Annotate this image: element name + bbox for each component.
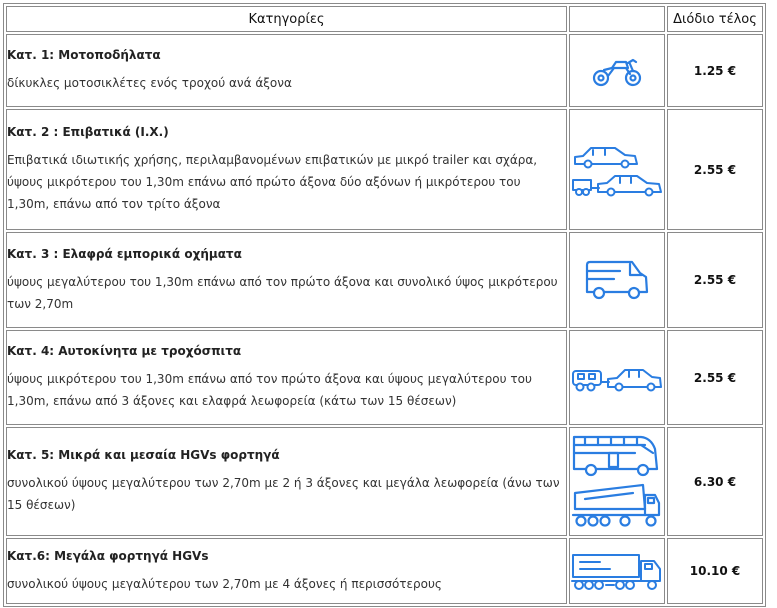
category-description: ύψους μικρότερου του 1,30m επάνω από τον πρώτο άξονα και ύψους μεγαλύτερου του 1,30m, επάνω από 3 άξονες και ελαφρά λεωφορεία (κάτω των 15 θέσεων) (7, 372, 532, 408)
table-row (6, 34, 763, 107)
vehicle-icon-cell (569, 538, 665, 604)
toll-price: 2.55 € (667, 109, 763, 230)
category-cell (6, 232, 567, 328)
header-row (6, 6, 763, 32)
vehicle-icon-cell (569, 427, 665, 536)
vehicle-icon-cell (569, 232, 665, 328)
toll-price: 1.25 € (667, 34, 763, 107)
van-icon (584, 259, 650, 301)
category-title: Κατ. 4: Αυτοκίνητα με τροχόσπιτα (7, 344, 242, 358)
category-cell (6, 538, 567, 604)
table-row (6, 538, 763, 604)
category-title: Κατ. 3 : Ελαφρά εμπορικά οχήματα (7, 246, 242, 261)
category-description: ύψους μεγαλύτερου του 1,30m επάνω από τον πρώτο άξονα και συνολικό ύψος μικρότερου των 2,70m (7, 274, 558, 311)
toll-price: 6.30 € (667, 427, 763, 536)
table-row (6, 427, 763, 536)
header-icon (569, 6, 665, 32)
category-cell (6, 109, 567, 230)
motorcycle-icon (592, 54, 642, 88)
table-row (6, 109, 763, 230)
header-categories: Κατηγορίες (6, 6, 567, 32)
category-cell (6, 330, 567, 425)
table-row (6, 232, 763, 328)
category-description: συνολικού ύψους μεγαλύτερου των 2,70m με 4 άξονες ή περισσότερους (7, 576, 442, 591)
toll-price: 2.55 € (667, 232, 763, 328)
toll-price: 2.55 € (667, 330, 763, 425)
vehicle-icon-cell (569, 34, 665, 107)
header-toll: Διόδιο τέλος (667, 6, 763, 32)
bus-and-dump-truck-icon (571, 433, 663, 531)
category-title: Κατ. 5: Μικρά και μεσαία HGVs φορτηγά (7, 448, 280, 462)
category-description: δίκυκλες μοτοσικλέτες ενός τροχού ανά άξονα (7, 76, 292, 90)
category-description: συνολικού ύψους μεγαλύτερου των 2,70m με 2 ή 3 άξονες και μεγάλα λεωφορεία (άνω των 15 θέσεων) (7, 476, 560, 512)
car-with-caravan-icon (571, 363, 663, 393)
category-title: Κατ.6: Μεγάλα φορτηγά HGVs (7, 548, 209, 563)
category-description: Επιβατικά ιδιωτικής χρήσης, περιλαμβανομένων επιβατικών με μικρό trailer και σχάρα, ύψους μικρότερου του 1,30m επάνω από πρώτο άξονα δύο αξόνων ή μικρότερου του 1,30m, επάνω από τον τρίτο άξονα (7, 153, 538, 211)
toll-categories-table (3, 3, 766, 607)
articulated-truck-icon (570, 551, 664, 591)
vehicle-icon-cell (569, 330, 665, 425)
car-and-car-with-trailer-icon (571, 142, 663, 198)
vehicle-icon-cell (569, 109, 665, 230)
category-title: Κατ. 2 : Επιβατικά (Ι.Χ.) (7, 125, 169, 139)
category-title: Κατ. 1: Μοτοποδήλατα (7, 48, 161, 62)
toll-price: 10.10 € (667, 538, 763, 604)
table-row (6, 330, 763, 425)
category-cell (6, 34, 567, 107)
toll-table-wrapper (3, 3, 766, 607)
category-cell (6, 427, 567, 536)
